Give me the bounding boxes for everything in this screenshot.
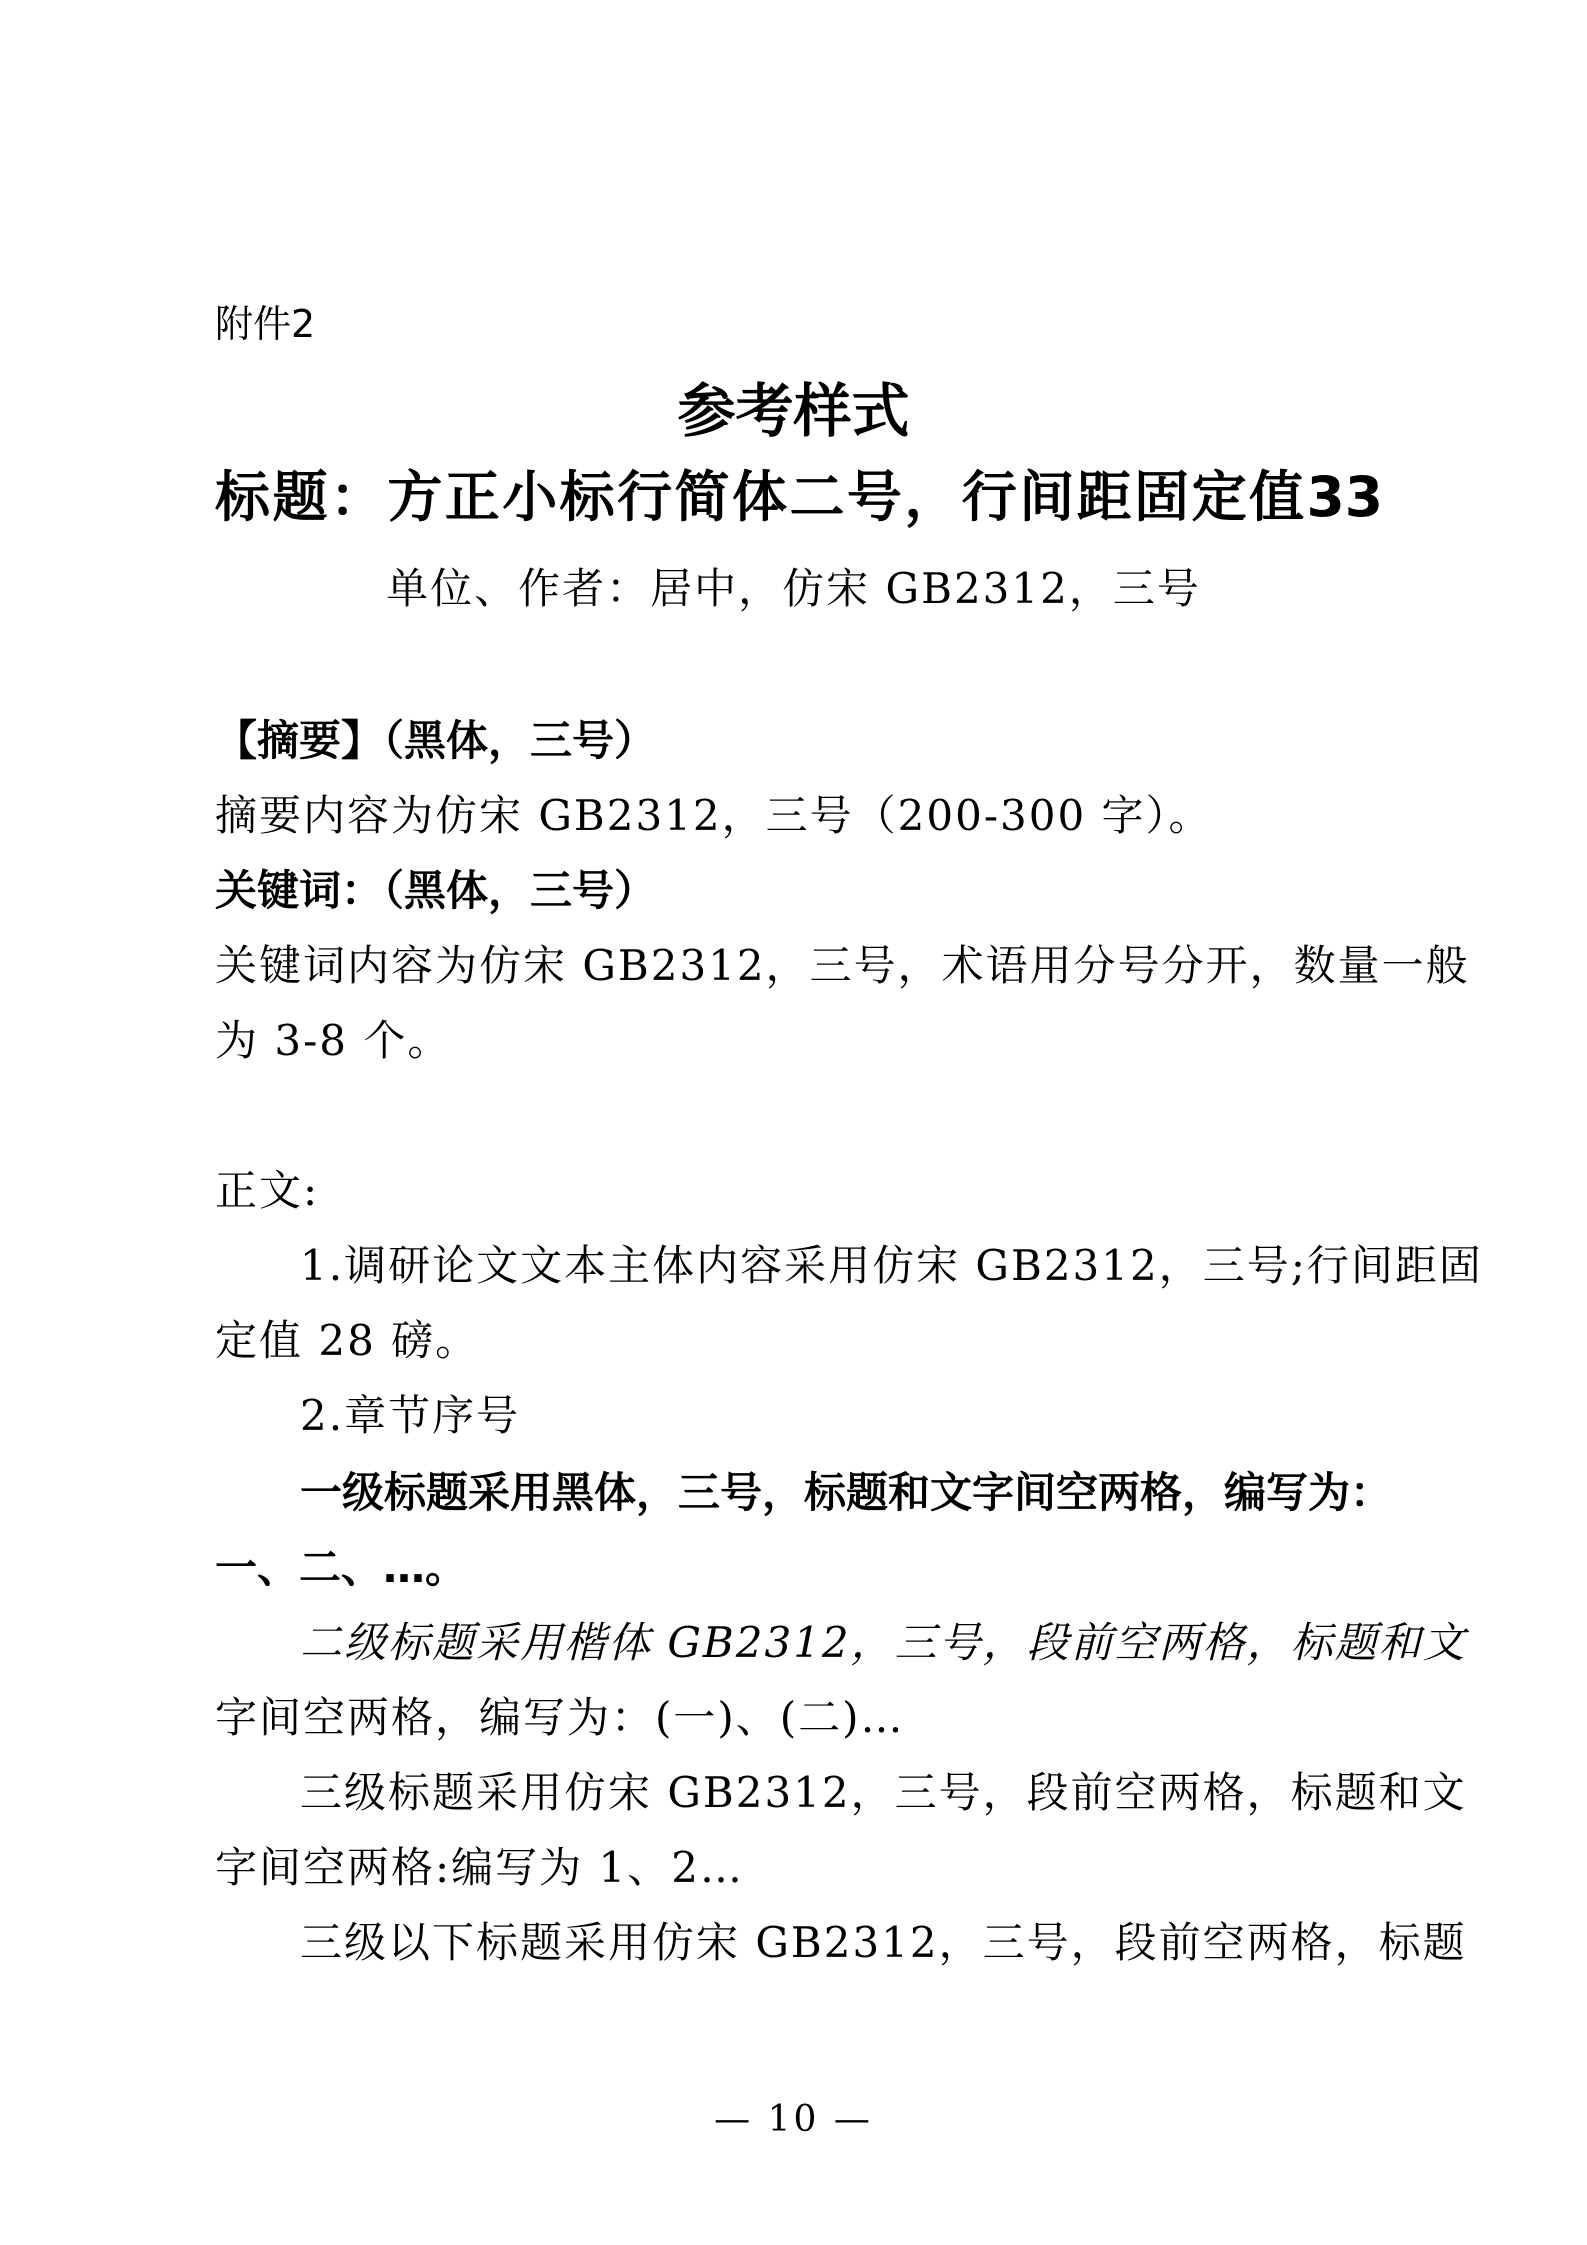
level-2-heading-rule-line-2: 字间空两格，编写为：(一)、(二)… bbox=[215, 1693, 905, 1742]
attachment-label: 附件2 bbox=[215, 302, 316, 346]
abstract-content: 摘要内容为仿宋 GB2312，三号（200-300 字）。 bbox=[215, 791, 1213, 840]
document-subtitle: 标题：方正小标行简体二号，行间距固定值33 bbox=[215, 465, 1383, 529]
body-item-2: 2.章节序号 bbox=[300, 1391, 521, 1440]
abstract-heading: 【摘要】（黑体，三号） bbox=[215, 716, 657, 765]
page-number: — 10 — bbox=[714, 2099, 873, 2140]
document-title: 参考样式 bbox=[677, 377, 910, 445]
level-4-heading-rule-line-1: 三级以下标题采用仿宋 GB2312，三号，段前空两格，标题 bbox=[300, 1918, 1467, 1967]
level-3-heading-rule-line-1: 三级标题采用仿宋 GB2312，三号，段前空两格，标题和文 bbox=[300, 1768, 1467, 1817]
level-2-heading-rule-line-1: 二级标题采用楷体 GB2312，三号，段前空两格，标题和文 bbox=[300, 1618, 1467, 1667]
keywords-content-line-1: 关键词内容为仿宋 GB2312，三号，术语用分号分开，数量一般 bbox=[215, 941, 1470, 990]
body-label: 正文: bbox=[215, 1166, 320, 1215]
level-1-heading-rule-line-2: 一、二、…。 bbox=[215, 1543, 468, 1592]
keywords-heading: 关键词：（黑体，三号） bbox=[215, 866, 657, 915]
level-3-heading-rule-line-2: 字间空两格:编写为 1、2… bbox=[215, 1843, 744, 1892]
level-1-heading-rule-line-1: 一级标题采用黑体，三号，标题和文字间空两格，编写为： bbox=[300, 1468, 1393, 1517]
author-line: 单位、作者：居中，仿宋 GB2312，三号 bbox=[386, 564, 1201, 613]
keywords-content-line-2: 为 3-8 个。 bbox=[215, 1016, 452, 1065]
body-item-1-line-1: 1.调研论文文本主体内容采用仿宋 GB2312，三号;行间距固 bbox=[300, 1241, 1483, 1290]
body-item-1-line-2: 定值 28 磅。 bbox=[215, 1316, 480, 1365]
